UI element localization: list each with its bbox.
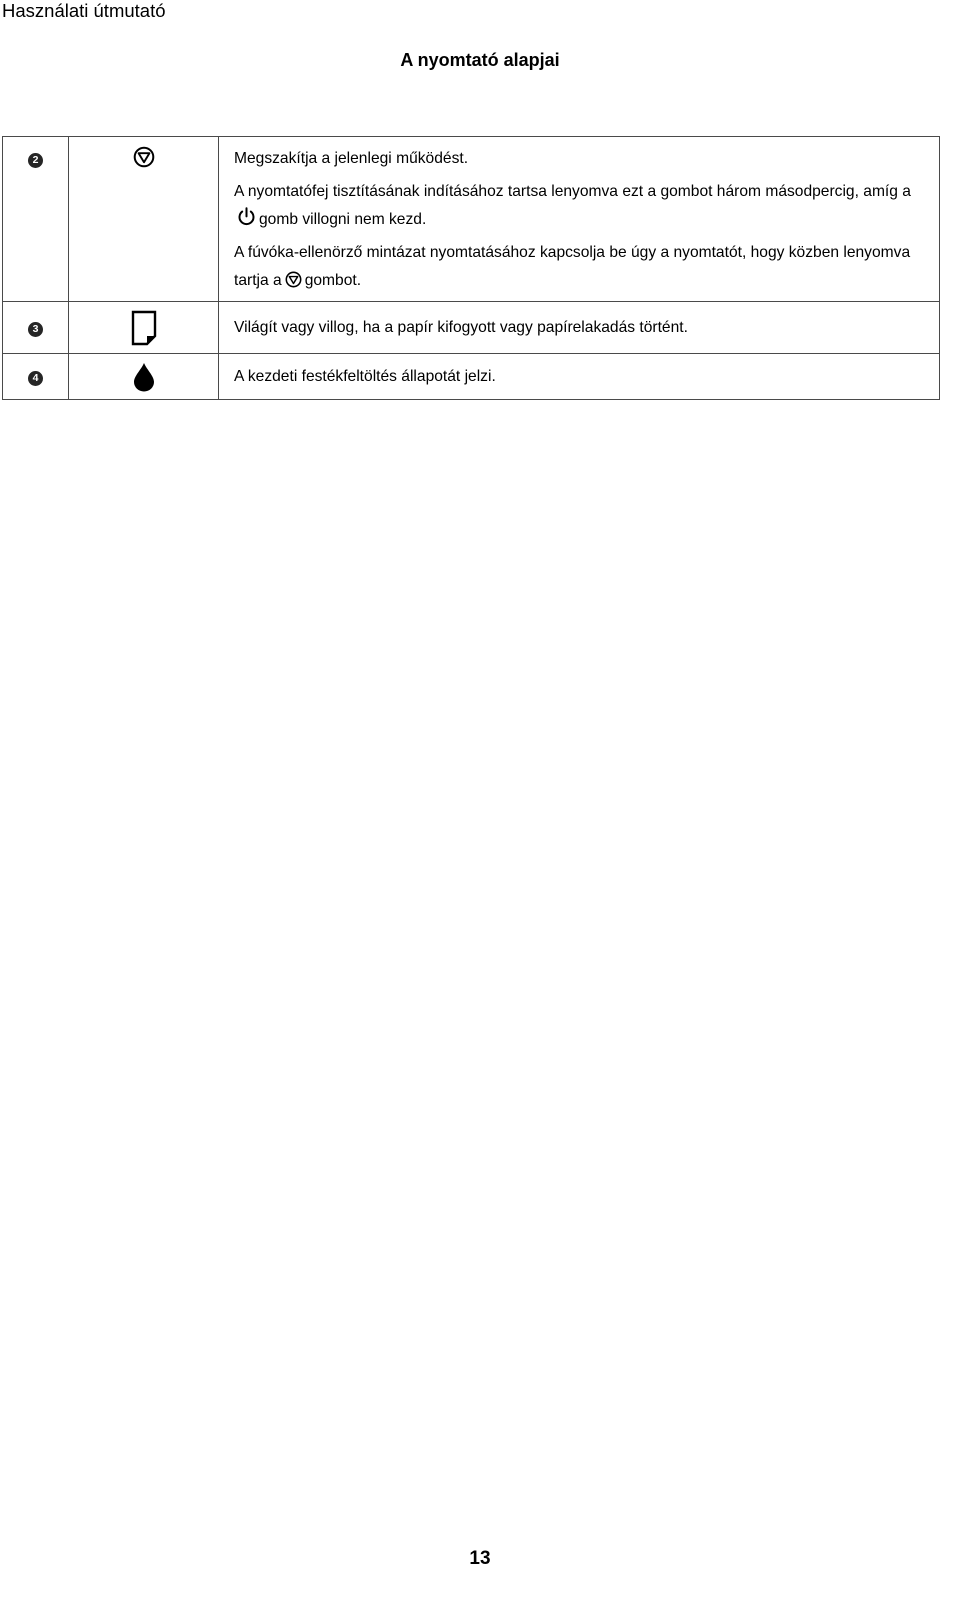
icon-cell [69,302,219,354]
table-row [3,354,940,400]
control-panel-lights-table [2,136,940,400]
description-text-part: gomb villogni nem kezd. [259,211,427,228]
row-number-cell [3,137,69,302]
description-text-part: A nyomtatófej tisztításának indításához tartsa lenyomva ezt a gombot három másodpercig, amíg a [234,183,911,200]
description-text [234,239,931,295]
paper-icon [131,310,157,346]
row-number-cell [3,302,69,354]
table-row [3,137,940,302]
description-text-part: A fúvóka-ellenörző mintázat nyomtatásához kapcsolja be úgy a nyomtatót, hogy közben lenyomva tartja a [234,244,911,289]
description-text-part: gombot. [304,272,362,289]
description-text: Világít vagy villog, ha a papír kifogyott vagy papírelakadás történt. [234,318,688,336]
power-icon [237,207,256,227]
description-text [234,178,931,234]
stop-button-icon [285,271,302,288]
row-number-badge: 4 [28,371,43,386]
description-cell [219,354,940,400]
row-number-badge: 3 [28,322,43,337]
table-row [3,302,940,354]
running-title: Használati útmutató [2,0,166,21]
description-text: Megszakítja a jelenlegi működést. [234,150,469,167]
icon-cell [69,137,219,302]
section-title: A nyomtató alapjai [400,50,560,70]
description-cell [219,302,940,354]
row-number-cell [3,354,69,400]
stop-button-icon [133,146,155,168]
ink-drop-icon [133,362,155,392]
icon-cell [69,354,219,400]
description-text: A kezdeti festékfeltöltés állapotát jelzi. [234,367,496,385]
page-number: 13 [469,1548,491,1569]
row-number-badge: 2 [28,153,43,168]
description-cell [219,137,940,302]
